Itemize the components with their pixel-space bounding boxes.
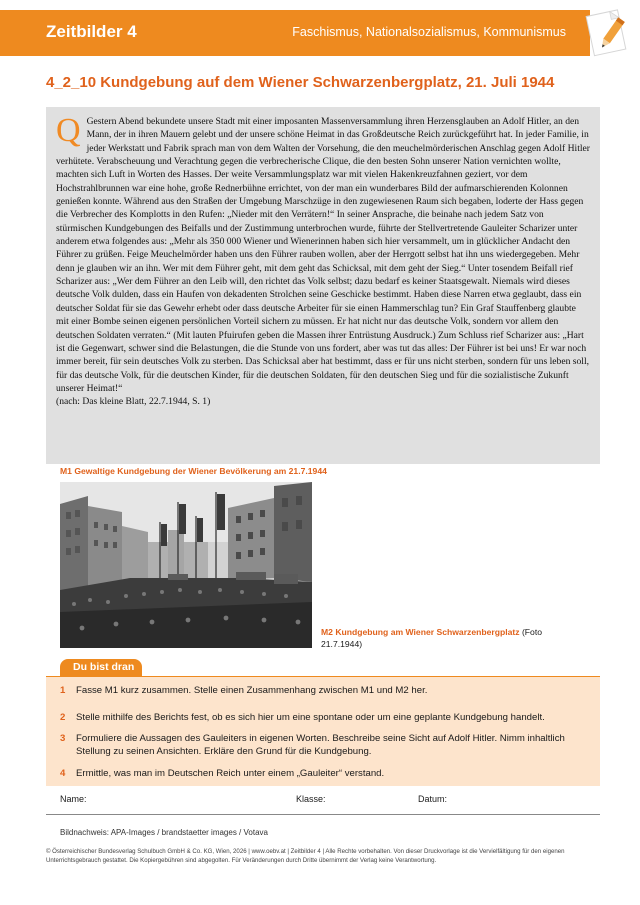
name-label: Name: (60, 794, 87, 804)
m2-caption-note: (Foto 21.7.1944) (321, 627, 543, 649)
source-text-box (46, 107, 600, 464)
task-number: 4 (60, 768, 66, 779)
task-number: 1 (60, 685, 66, 696)
paper-pencil-icon (576, 5, 634, 61)
image-credit: Bildnachweis: APA-Images / brandstaetter images / Votava (60, 828, 268, 837)
m2-caption (321, 626, 581, 650)
datum-label: Datum: (418, 794, 448, 804)
page-header (0, 0, 640, 66)
task-text: Ermittle, was man im Deutschen Reich unter einem „Gauleiter“ verstand. (76, 768, 385, 779)
page-title: 4_2_10 Kundgebung auf dem Wiener Schwarzenbergplatz, 21. Juli 1944 (46, 74, 555, 91)
task-text: Stelle mithilfe des Berichts fest, ob es sich hier um eine spontane oder um eine geplante Kundgebung handelt. (76, 712, 545, 723)
klasse-label: Klasse: (296, 794, 326, 804)
task-number: 2 (60, 712, 66, 723)
m1-caption: M1 Gewaltige Kundgebung der Wiener Bevölkerung am 21.7.1944 (60, 466, 327, 476)
tasks-tab: Du bist dran (60, 659, 142, 676)
task-number: 3 (60, 733, 66, 744)
tasks-divider (46, 676, 600, 677)
book-brand: Zeitbilder 4 (46, 22, 137, 41)
source-citation: (nach: Das kleine Blatt, 22.7.1944, S. 1) (56, 396, 211, 408)
source-dropcap: Q (56, 112, 81, 149)
subject-title: Faschismus, Nationalsozialismus, Kommunismus (292, 25, 566, 39)
form-underline (46, 814, 600, 815)
copyright-footer: © Österreichischer Bundesverlag Schulbuch GmbH & Co. KG, Wien, 2026 | www.oebv.at | Zeitbilder 4 | Alle Rechte vorbehalten. Von dieser Druckvorlage ist die Vervielfältigung für den eigenen Unterrichtsgebrauch gestattet. Die Kopiergebühren sind abgegolten. Für Veränderungen durch Dritte übernimmt der Verlag keine Verantwortung. (46, 848, 565, 864)
rally-photo (60, 482, 312, 648)
m2-caption-label: M2 Kundgebung am Wiener Schwarzenbergplatz (321, 627, 520, 637)
task-text: Formuliere die Aussagen des Gauleiters in eigenen Worten. Beschreibe seine Sicht auf Adolf Hitler. Nimm inhaltlich Stellung zu seinen Ansichten. Erkläre den Grund für die Kundgebung. (76, 733, 565, 757)
source-text: Gestern Abend bekundete unsere Stadt mit einer imposanten Massenversammlung ihren Herzensglauben an Adolf Hitler, an den Mann, der in ihren Mauern gelebt und der unsere schöne Heimat in das Großdeutsche Reich zurückgeführt hat. In jeder Familie, in jeder Werkstatt und Fabrik sprach man von dem Walten der Vorsehung, die den meuchelmörderischen Anschlag gegen Adolf Hitler verhütete. Verabscheuung und Verachtung gegen die verbrecherische Clique, die den besten Sohn unserer Nation vernichten wollte, machten sich Luft in Worten des Hasses. Der weite Versammlungsplatz war mit vielen Hakenkreuzfahnen geziert, vor dem Hochstrahlbrunnen war eine hohe, große Rednerbühne errichtet, von der man ein wunderbares Bild der aufmarschierenden Kolonnen genießen konnte. Während aus den Straßen der Umgebung Marschzüge in den zugewiesenen Raum sich begaben, loderte der Hass gegen die Verbrecher des Komplotts in den Rufen: „Nieder mit den Verrätern!“ In seiner Ansprache, die beinahe nach jedem Satz von stürmischen Kundgebungen des Beifalls und der Zustimmung unterbrochen wurde, führte der Stellvertretende Gauleiter Scharizer unter anderem etwa folgendes aus: „Mehr als 350 000 Wiener und Wienerinnen haben sich hier versammelt, um in glücklicher Andacht den Führer zu grüßen. Feige Meuchelmörder haben uns den Führer rauben wollen, aber der Herrgott selbst hat ihn uns wiedergegeben. Mehr denn je glauben wir an ihn. Wer mit dem Führer geht, mit dem geht das Schicksal, mit dem geht der Sieg.“ Unter tosendem Beifall rief Scharizer aus: „Wer dem Führer an den Leib will, den richtet das Volk selbst; dazu bedarf es keiner Staatsgewalt. Niemals wird dieses deutsche Volk dulden, dass ein Haufen von dekadenten Strolchen seine Geschicke bestimmt. Haben diese Narren etwa geglaubt, dass ein deutscher Soldat für sie das Gewehr erhebt oder dass deutsche Arbeiter für sie einen Hammerschlag tun? Ein Graf Stauffenberg glaubte mit einer Bombe seinen eigenen persönlichen Vorteil sichern zu müssen. Er hat nicht nur das deutsche Volk, sondern vor allem den deutschen Soldaten verraten.“ (Mit lauten Pfuirufen geben die Massen ihrer Entrüstung Ausdruck.) Zum Schluss rief Scharizer aus: „Hart ist die Gegenwart, schwer sind die Belastungen, die die Stunde von uns fordert, aber was tut das alles: Der Führer ist bei uns! Er war noch immer bereit, für sein deutsches Volk zu sterben. Das Schicksal aber hat bestimmt, dass er für uns nicht sterben, sondern für uns leben soll, für das deutsche Volk, für die deutschen Kinder, für die deutschen Soldaten, für den deutschen Sieg und für die sozialistische Zukunft unserer Heimat!“ (56, 116, 590, 394)
task-text: Fasse M1 kurz zusammen. Stelle einen Zusammenhang zwischen M1 und M2 her. (76, 685, 428, 696)
